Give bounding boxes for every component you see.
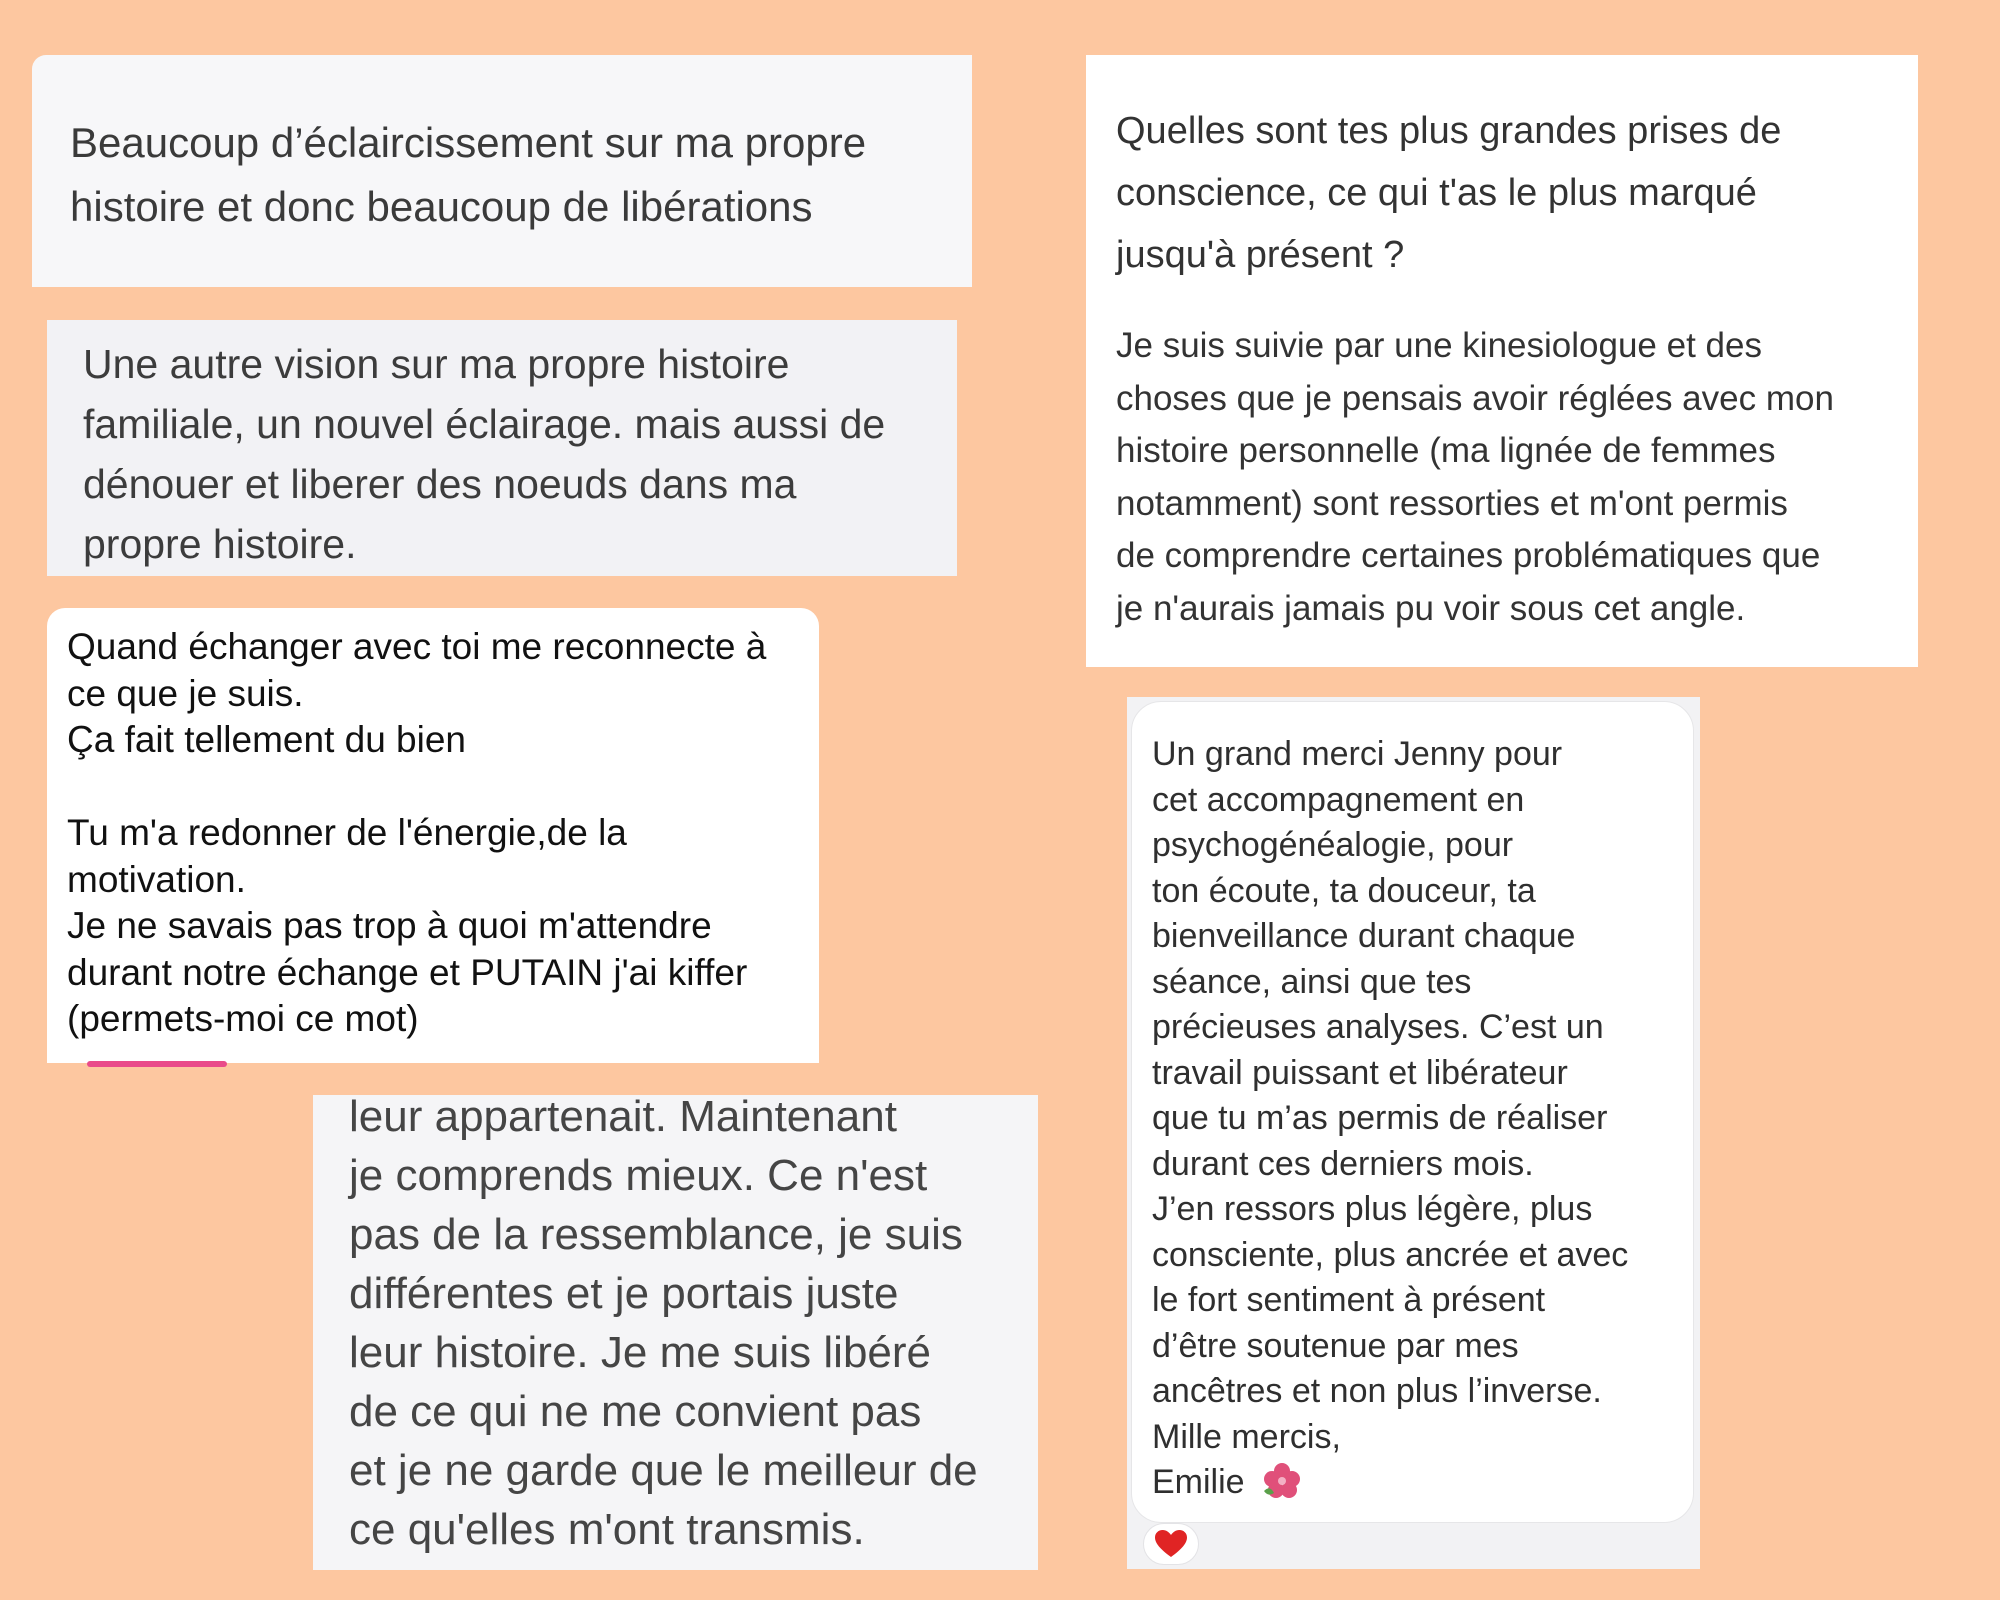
text-line: J’en ressors plus légère, plus <box>1152 1190 1593 1228</box>
text-line: dénouer et liberer des noeuds dans ma <box>83 461 797 507</box>
testimonial-card-1 <box>32 55 972 287</box>
text-line: motivation. <box>67 858 246 900</box>
text-line: le fort sentiment à présent <box>1152 1281 1546 1319</box>
flower-icon <box>1260 1461 1304 1499</box>
text-line: histoire et donc beaucoup de libérations <box>70 183 813 230</box>
text-line: bienveillance durant chaque <box>1152 917 1576 955</box>
reaction-badge <box>1143 1523 1199 1565</box>
text-line: précieuses analyses. C’est un <box>1152 1008 1604 1046</box>
text-line: psychogénéalogie, pour <box>1152 826 1514 864</box>
text-line: et je ne garde que le meilleur de <box>349 1446 978 1495</box>
testimonial-card-2 <box>47 320 957 576</box>
text-line: d’être soutenue par mes <box>1152 1326 1519 1365</box>
text-line: Je ne savais pas trop à quoi m'attendre <box>67 905 712 946</box>
text-line: séance, ainsi que tes <box>1152 962 1472 1001</box>
question-text <box>1116 100 1888 286</box>
text-line: de ce qui ne me convient pas <box>349 1387 922 1436</box>
reaction-pill <box>87 1061 227 1067</box>
text-line: consciente, plus ancrée et avec <box>1152 1235 1629 1274</box>
testimonial-3-text <box>67 624 801 1043</box>
testimonial-4-text <box>349 1087 1018 1559</box>
text-line: Une autre vision sur ma propre histoire <box>83 341 790 387</box>
text-line: Tu m'a redonner de l'énergie,de la <box>67 812 627 853</box>
testimonial-card-6 <box>1127 697 1700 1569</box>
testimonial-card-5 <box>1086 55 1918 667</box>
testimonial-1-text <box>70 111 934 239</box>
text-line: propre histoire. <box>83 521 357 567</box>
signature-line <box>1152 1460 1683 1506</box>
text-line: pas de la ressemblance, je suis <box>349 1210 963 1259</box>
text-line: Ça fait tellement du bien <box>67 719 467 760</box>
text-line: ce que je suis. <box>67 672 304 714</box>
testimonial-2-text <box>83 334 927 574</box>
text-line: de comprendre certaines problématiques que <box>1116 536 1821 575</box>
text-line: différentes et je portais juste <box>349 1269 899 1318</box>
paragraph-gap <box>67 764 801 811</box>
text-line: leur appartenait. Maintenant <box>349 1092 897 1141</box>
text-line: ancêtres et non plus l’inverse. <box>1152 1372 1602 1410</box>
text-line: ce qu'elles m'ont transmis. <box>349 1505 865 1554</box>
text-line: cet accompagnement en <box>1152 780 1525 819</box>
answer-text <box>1116 320 1888 635</box>
text-line: durant ces derniers mois. <box>1152 1144 1534 1183</box>
signature-name: Emilie <box>1152 1463 1245 1501</box>
text-line: travail puissant et libérateur <box>1152 1053 1568 1092</box>
heart-icon <box>1154 1529 1188 1559</box>
text-line: Je suis suivie par une kinesiologue et des <box>1116 326 1762 365</box>
testimonial-card-4 <box>313 1092 1038 1570</box>
text-line: (permets-moi ce mot) <box>67 998 419 1039</box>
text-line: Beaucoup d’éclaircissement sur ma propre <box>70 119 867 166</box>
text-line: Un grand merci Jenny pour <box>1152 735 1563 773</box>
heart-shape <box>1155 1530 1187 1557</box>
text-line: notamment) sont ressorties et m'ont permis <box>1116 483 1788 523</box>
text-line: Quand échanger avec toi me reconnecte à <box>67 626 767 667</box>
text-line: que tu m’as permis de réaliser <box>1152 1099 1608 1137</box>
testimonial-card-3 <box>47 608 819 1063</box>
text-line: leur histoire. Je me suis libéré <box>349 1328 932 1377</box>
text-line: histoire personnelle (ma lignée de femmes <box>1116 431 1776 470</box>
text-line: Quelles sont tes plus grandes prises de <box>1116 110 1782 152</box>
text-line: choses que je pensais avoir réglées avec mon <box>1116 378 1834 418</box>
text-line: conscience, ce qui t'as le plus marqué <box>1116 172 1757 214</box>
text-line: Mille mercis, <box>1152 1417 1341 1456</box>
message-bubble <box>1131 701 1694 1523</box>
text-line: ton écoute, ta douceur, ta <box>1152 871 1536 910</box>
text-line: durant notre échange et PUTAIN j'ai kiffer <box>67 951 748 993</box>
text-line: jusqu'à présent ? <box>1116 234 1405 276</box>
text-line: je n'aurais jamais pu voir sous cet angle. <box>1116 588 1746 628</box>
text-line: familiale, un nouvel éclairage. mais aussi de <box>83 401 886 447</box>
text-line: je comprends mieux. Ce n'est <box>349 1151 928 1200</box>
